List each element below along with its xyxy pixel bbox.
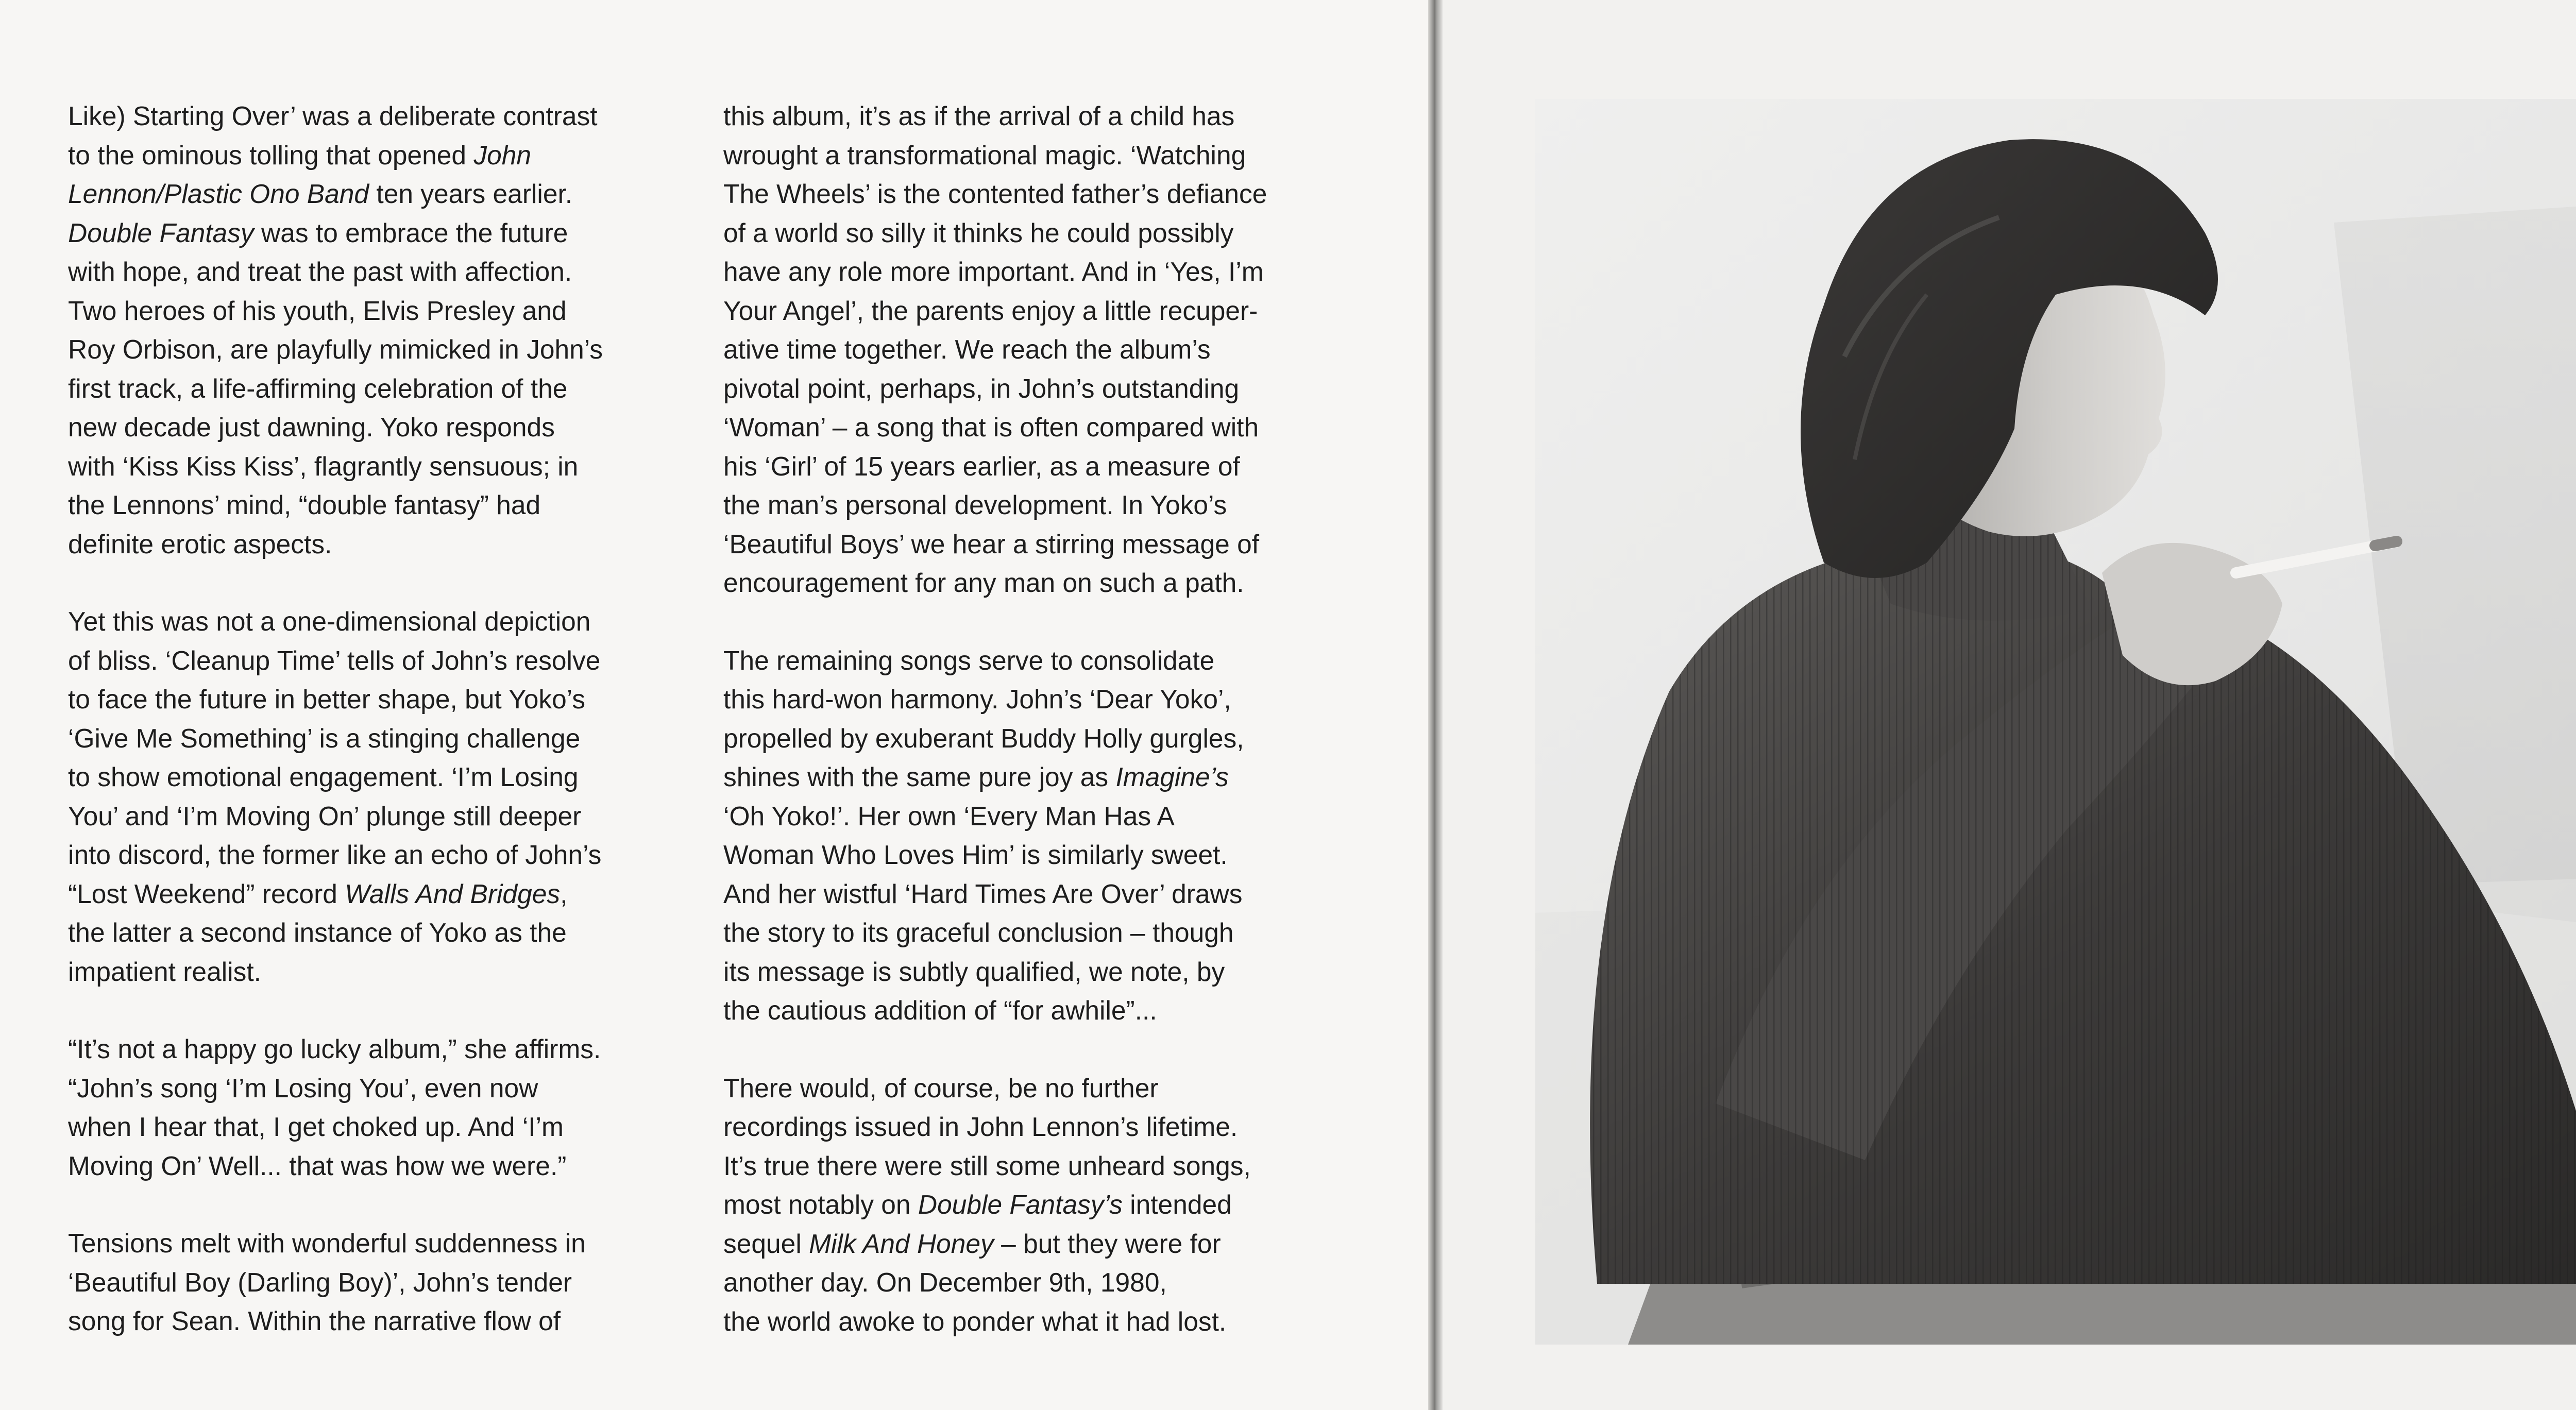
text-run: Tensions melt with wonderful suddenness in [68, 1228, 586, 1258]
text-run: “It’s not a happy go lucky album,” she affirms. [68, 1034, 601, 1064]
text-run: the latter a second instance of Yoko as the [68, 918, 567, 947]
text-line [723, 758, 1349, 797]
text-line [723, 486, 1349, 525]
text-run: Woman Who Loves Him’ is similarly sweet. [723, 840, 1228, 870]
italic-title: Walls And Bridges [345, 878, 561, 909]
text-run: the story to its graceful conclusion – though [723, 918, 1234, 947]
text-line [68, 252, 694, 292]
italic-title: Milk And Honey [809, 1228, 994, 1259]
text-run: You’ and ‘I’m Moving On’ plunge still deeper [68, 801, 582, 831]
text-line [68, 836, 694, 875]
text-line [723, 292, 1349, 331]
text-line [68, 97, 694, 136]
text-run: intended [1122, 1190, 1232, 1219]
text-line [68, 408, 694, 447]
text-line [723, 330, 1349, 369]
text-run: wrought a transformational magic. ‘Watching [723, 140, 1246, 170]
italic-title: Lennon/Plastic Ono Band [68, 179, 369, 209]
text-run: And her wistful ‘Hard Times Are Over’ draws [723, 878, 1243, 909]
text-run: with ‘Kiss Kiss Kiss’, flagrantly sensuous; in [68, 451, 579, 481]
text-run: Moving On’ Well... that was how we were.” [68, 1150, 567, 1181]
text-run: ‘Beautiful Boy (Darling Boy)’, John’s tender [68, 1267, 572, 1297]
text-run: the man’s personal development. In Yoko’s [723, 490, 1227, 520]
text-line [68, 1302, 694, 1341]
text-line [723, 564, 1349, 603]
text-run: his ‘Girl’ of 15 years earlier, as a measure of [723, 451, 1240, 481]
text-run: with hope, and treat the past with affection. [68, 257, 572, 286]
text-run: , [560, 878, 568, 909]
text-line [723, 797, 1349, 836]
text-line [68, 214, 694, 253]
text-run: propelled by exuberant Buddy Holly gurgles, [723, 723, 1244, 753]
text-run: was to embrace the future [253, 217, 568, 248]
text-run: most notably on [723, 1190, 918, 1219]
text-line [68, 1147, 694, 1186]
text-line [723, 875, 1349, 914]
text-run: this album, it’s as if the arrival of a child has [723, 101, 1235, 131]
text-run: “John’s song ‘I’m Losing You’, even now [68, 1073, 538, 1103]
text-line [68, 797, 694, 836]
text-line [68, 875, 694, 914]
text-run: impatient realist. [68, 956, 261, 987]
text-run: Yet this was not a one-dimensional depiction [68, 606, 591, 636]
text-run: – but they were for [993, 1228, 1221, 1259]
text-run: ‘Woman’ – a song that is often compared with [723, 412, 1259, 442]
text-line [723, 913, 1349, 953]
text-run: this hard-won harmony. John’s ‘Dear Yoko’, [723, 684, 1231, 714]
text-line [723, 525, 1349, 564]
italic-title: Imagine’s [1115, 762, 1229, 792]
text-line [68, 953, 694, 992]
text-run: Roy Orbison, are playfully mimicked in John’s [68, 334, 603, 364]
text-line [68, 758, 694, 797]
italic-title: John [473, 140, 532, 170]
text-run: pivotal point, perhaps, in John’s outstanding [723, 373, 1240, 403]
text-line [68, 525, 694, 564]
text-run: sequel [723, 1228, 809, 1259]
text-run: new decade just dawning. Yoko responds [68, 412, 555, 442]
text-run: ative time together. We reach the album’s [723, 334, 1211, 364]
text-run: Two heroes of his youth, Elvis Presley and [68, 295, 567, 326]
text-run: ‘Give Me Something’ is a stinging challenge [68, 723, 581, 753]
text-run: recordings issued in John Lennon’s lifetime. [723, 1112, 1238, 1142]
portrait-photo [1535, 99, 2576, 1345]
text-line [68, 330, 694, 369]
text-run: when I hear that, I get choked up. And ‘I’m [68, 1112, 564, 1142]
text-line [723, 1302, 1349, 1341]
paragraph [68, 602, 694, 991]
text-line [723, 369, 1349, 409]
text-line [723, 680, 1349, 719]
text-line [723, 175, 1349, 214]
text-line [723, 836, 1349, 875]
text-line [68, 292, 694, 331]
text-line [723, 1263, 1349, 1302]
text-line [723, 1069, 1349, 1108]
text-run: Your Angel’, the parents enjoy a little recuper- [723, 295, 1258, 326]
paragraph [68, 1224, 694, 1341]
text-run: encouragement for any man on such a path. [723, 568, 1244, 598]
text-line [723, 252, 1349, 292]
text-run: “Lost Weekend” record [68, 878, 345, 909]
text-run: to show emotional engagement. ‘I’m Losing [68, 762, 579, 792]
text-run: the cautious addition of “for awhile”... [723, 995, 1157, 1025]
text-line [723, 97, 1349, 136]
paragraph [68, 1030, 694, 1185]
text-run: definite erotic aspects. [68, 529, 332, 559]
text-line [68, 719, 694, 758]
text-line [68, 136, 694, 175]
text-run: have any role more important. And in ‘Yes, I’m [723, 257, 1264, 286]
text-line [68, 369, 694, 409]
text-line [68, 680, 694, 719]
text-run: The remaining songs serve to consolidate [723, 645, 1215, 675]
text-line [68, 1069, 694, 1108]
text-run: Like) Starting Over’ was a deliberate contrast [68, 101, 598, 131]
text-run: to face the future in better shape, but Yoko’s [68, 684, 586, 714]
text-run: another day. On December 9th, 1980, [723, 1267, 1167, 1297]
text-run: ‘Beautiful Boys’ we hear a stirring message of [723, 529, 1260, 559]
italic-title: Double Fantasy’s [918, 1190, 1123, 1219]
text-line [723, 1225, 1349, 1264]
page-gutter [1428, 0, 1443, 1410]
text-run: song for Sean. Within the narrative flow of [68, 1306, 561, 1336]
text-line [68, 641, 694, 681]
text-column-right [723, 97, 1349, 1380]
text-line [723, 214, 1349, 253]
text-run: ten years earlier. [369, 179, 573, 209]
text-line [68, 175, 694, 214]
text-run: It’s true there were still some unheard songs, [723, 1150, 1251, 1181]
text-line [723, 1185, 1349, 1225]
paragraph [723, 1069, 1349, 1341]
text-run: shines with the same pure joy as [723, 762, 1116, 792]
paragraph [723, 641, 1349, 1030]
text-line [723, 953, 1349, 992]
text-run: the Lennons’ mind, “double fantasy” had [68, 490, 541, 520]
text-line [723, 1147, 1349, 1186]
text-line [68, 913, 694, 953]
text-line [68, 1030, 694, 1069]
paragraph [68, 97, 694, 564]
text-line [723, 641, 1349, 681]
text-line [723, 408, 1349, 447]
text-run: its message is subtly qualified, we note, by [723, 956, 1225, 987]
text-line [723, 719, 1349, 758]
text-run: into discord, the former like an echo of John’s [68, 840, 602, 870]
italic-title: Double Fantasy [68, 217, 254, 248]
text-line [723, 136, 1349, 175]
text-line [723, 447, 1349, 486]
portrait-photo-icon [1535, 99, 2576, 1345]
text-run: the world awoke to ponder what it had lost. [723, 1306, 1227, 1336]
text-run: There would, of course, be no further [723, 1073, 1159, 1103]
text-line [723, 991, 1349, 1030]
text-run: The Wheels’ is the contented father’s defiance [723, 179, 1267, 209]
text-line [68, 1224, 694, 1263]
text-run: first track, a life-affirming celebration of the [68, 373, 568, 403]
text-line [68, 1108, 694, 1147]
text-line [68, 486, 694, 525]
text-line [68, 447, 694, 486]
text-run: of bliss. ‘Cleanup Time’ tells of John’s resolve [68, 645, 601, 675]
text-column-left [68, 97, 694, 1380]
text-line [68, 602, 694, 641]
text-line [68, 1263, 694, 1302]
text-line [723, 1108, 1349, 1147]
text-run: to the ominous tolling that opened [68, 140, 474, 170]
paragraph [723, 97, 1349, 603]
text-run: ‘Oh Yoko!’. Her own ‘Every Man Has A [723, 801, 1175, 831]
text-run: of a world so silly it thinks he could possibly [723, 217, 1234, 248]
